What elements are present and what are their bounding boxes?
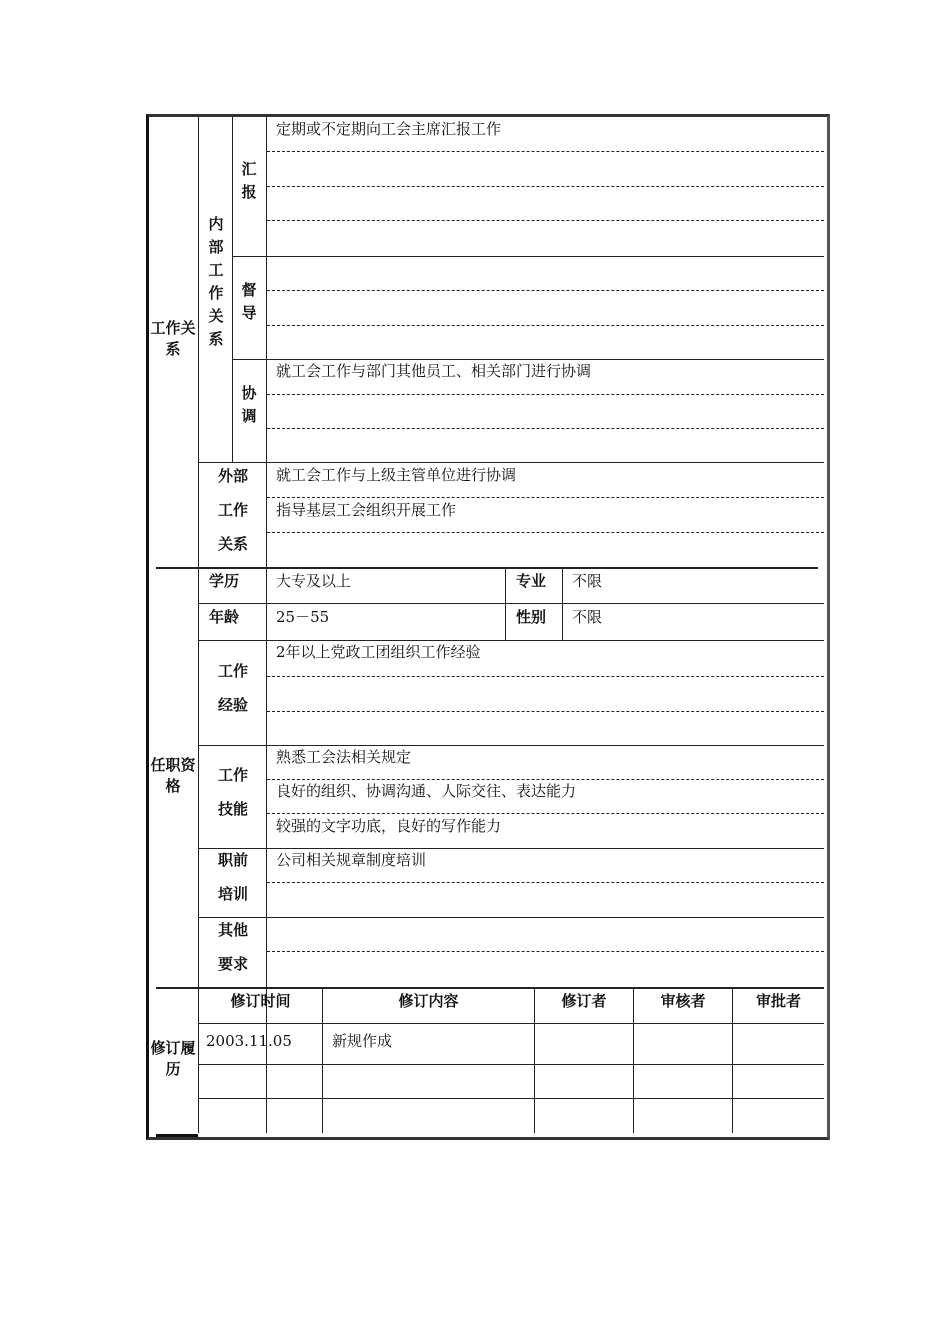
external-label-2: 工作 [217,501,248,519]
row-divider [198,917,824,918]
row-divider [198,848,824,849]
coordinate-line-1: 就工会工作与部门其他员工、相关部门进行协调 [276,362,592,380]
external-label-1: 外部 [217,467,248,485]
report-line-1: 定期或不定期向工会主席汇报工作 [276,120,502,138]
dashed-line [267,532,824,533]
revision-header-checker: 审核者 [660,992,706,1010]
dashed-line [267,779,824,780]
revision-header-reviser: 修订者 [561,992,607,1010]
section-divider [198,117,199,1133]
dashed-line [267,394,824,395]
row-divider [198,1098,824,1099]
age-label: 年龄 [208,608,239,626]
row-divider [198,640,824,641]
section-label-revision-history: 修订履历 [150,1039,196,1078]
training-line-1: 公司相关规章制度培训 [276,851,427,869]
row-divider [198,462,824,463]
row-divider [232,359,824,360]
education-label: 学历 [208,572,239,590]
age-value: 25－55 [276,608,330,626]
dashed-line [267,497,824,498]
dashed-line [267,676,824,677]
major-label: 专业 [515,572,546,590]
dashed-line [267,290,824,291]
other-label-1: 其他 [217,921,248,939]
skills-label-2: 技能 [217,800,248,818]
supervise-label: 督导 [241,281,257,322]
section-label-work-relations: 工作关系 [150,319,196,358]
other-label-2: 要求 [217,955,248,973]
coordinate-label: 协调 [241,384,257,425]
cell-divider [562,568,563,640]
revision-header-content: 修订内容 [398,992,459,1010]
revision-cell-time: 2003.11.05 [206,1032,292,1050]
dashed-line [267,325,824,326]
gender-value: 不限 [572,608,603,626]
skills-line-2: 良好的组织、协调沟通、人际交往、表达能力 [276,782,577,800]
skills-label-1: 工作 [217,766,248,784]
section-divider [156,567,818,569]
external-label-3: 关系 [217,535,248,553]
skills-line-1: 熟悉工会法相关规定 [276,748,412,766]
revision-header-approver: 审批者 [755,992,801,1010]
dashed-line [267,711,824,712]
major-value: 不限 [572,572,603,590]
content-divider [266,117,267,1133]
experience-label-2: 经验 [217,696,248,714]
section-label-qualifications: 任职资格 [150,756,196,795]
experience-label-1: 工作 [217,662,248,680]
internal-relations-label: 内部工作关系 [208,215,224,348]
skills-line-3: 较强的文字功底，良好的写作能力 [276,817,502,835]
education-value: 大专及以上 [276,572,352,590]
dashed-line [267,428,824,429]
row-divider [198,603,824,604]
training-label-2: 培训 [217,885,248,903]
section-divider [156,987,824,989]
dashed-line [267,151,824,152]
dashed-line [267,882,824,883]
gender-label: 性别 [515,608,546,626]
row-divider [232,256,824,257]
internal-divider [232,117,233,462]
dashed-line [267,186,824,187]
experience-line-1: 2年以上党政工团组织工作经验 [276,643,481,661]
revision-header-time: 修订时间 [230,992,291,1010]
report-label: 汇报 [241,160,257,201]
revision-cell-content: 新规作成 [332,1032,393,1050]
bottom-rule [156,1134,198,1137]
row-divider [198,1023,824,1024]
external-line-1: 就工会工作与上级主管单位进行协调 [276,466,517,484]
dashed-line [267,220,824,221]
row-divider [198,1064,824,1065]
external-line-2: 指导基层工会组织开展工作 [276,501,457,519]
dashed-line [267,951,824,952]
dashed-line [267,813,824,814]
training-label-1: 职前 [217,851,248,869]
row-divider [198,745,824,746]
